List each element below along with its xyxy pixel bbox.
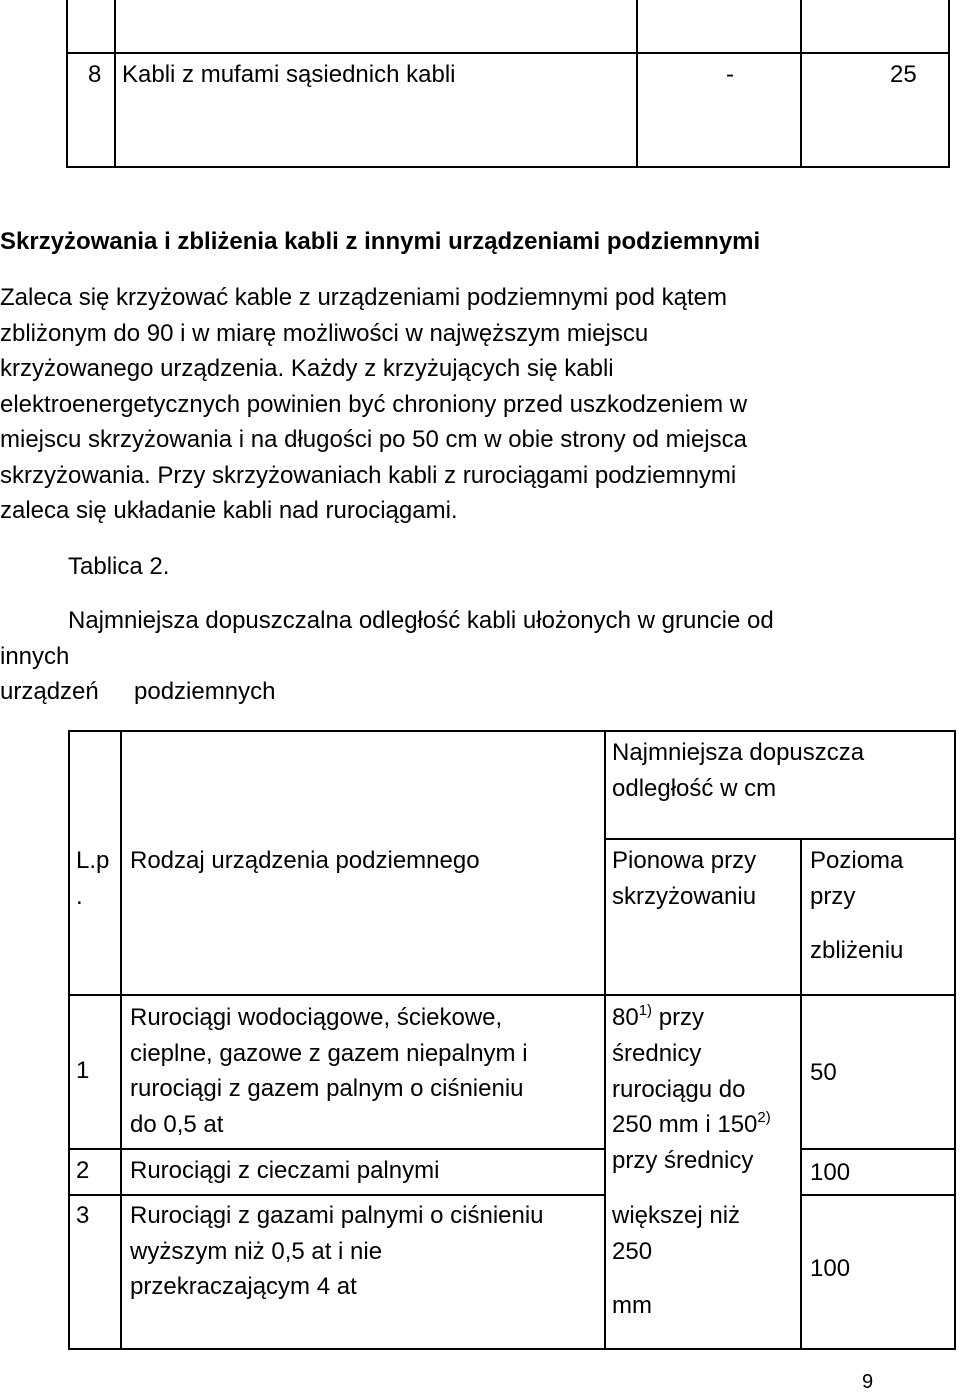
vertical-note-line1: 80$^{1)}$ przy [612, 1002, 705, 1031]
row-lp: 2 [76, 1157, 90, 1184]
table-border [954, 730, 956, 1350]
column-header-horizontal: Pozioma przy [810, 847, 904, 910]
column-header-type: Rodzaj urządzenia podziemnego [130, 847, 480, 874]
table-caption-line2: innych [0, 643, 70, 670]
footnote-marker: 2) [757, 1109, 771, 1126]
row-type: Rurociągi z gazami palnymi o ciśnieniu wyższym niż 0,5 at i nie przekraczającym 4 at [130, 1202, 544, 1300]
table-border [120, 730, 122, 1350]
table-border [68, 1194, 606, 1196]
table-border [66, 166, 950, 168]
table-border [636, 0, 638, 168]
row-lp: 3 [76, 1202, 90, 1229]
table-border [68, 1348, 956, 1350]
vertical-note-line4: przy średnicy [612, 1147, 754, 1174]
table-label: Tablica 2. [68, 553, 170, 580]
column-header-horizontal-b: zbliżeniu [810, 937, 904, 964]
table-border [604, 838, 956, 840]
vertical-note-line6: mm [612, 1292, 652, 1319]
vertical-note-line5: większej niż 250 [612, 1202, 741, 1265]
row-type: Rurociągi wodociągowe, ściekowe, cieplne, gazowe z gazem niepalnym i rurociągi z gazem palnym o ciśnieniu do 0,5 at [130, 1004, 528, 1138]
section-heading: Skrzyżowania i zbliżenia kabli z innymi urządzeniami podziemnymi [0, 228, 761, 255]
table-border [800, 1194, 956, 1196]
row-horizontal: 100 [810, 1159, 851, 1186]
row-horizontal: 50 [810, 1059, 837, 1086]
table-border [604, 730, 606, 1350]
vertical-note-line2: średnicy rurociągu do [612, 1040, 746, 1103]
section-paragraph: Zaleca się krzyżować kable z urządzeniami podziemnymi pod kątem zbliżonym do 90 i w miarę możliwości w najwęższym miejscu krzyżowanego urządzenia. Każdy z krzyżujących się kabli elektroenergetycznych powinien być chroniony przed uszkodzeniem w miejscu skrzyżowania i na długości po 50 cm w obie strony od miejsca skrzyżowania. Przy skrzyżowaniach kabli z rurociągami podziemnymi zaleca się układanie kabli nad rurociągami. [0, 284, 748, 524]
table-border [800, 838, 802, 1350]
table-border [66, 0, 68, 168]
table-caption-line3a: urządzeń [0, 678, 99, 705]
table-border [948, 0, 950, 168]
table-border [800, 0, 802, 168]
table-border [68, 1148, 606, 1150]
group-header: Najmniejsza dopuszcza odległość w cm [612, 739, 865, 802]
row-lp: 1 [76, 1057, 90, 1084]
column-header-vertical: Pionowa przy skrzyżowaniu [612, 847, 757, 910]
row-type: Rurociągi z cieczami palnymi [130, 1157, 440, 1184]
table-border [66, 52, 950, 54]
table-caption-line3b: podziemnych [134, 678, 276, 705]
table-border [114, 0, 116, 168]
page-number: 9 [862, 1371, 874, 1393]
row-number: 8 [88, 61, 102, 88]
table-border [68, 994, 956, 996]
table-border [68, 730, 956, 732]
row-horizontal: 100 [810, 1255, 851, 1282]
column-header-lp: L.p . [76, 847, 110, 910]
table-border [800, 1148, 956, 1150]
row-description: Kabli z mufami sąsiednich kabli [122, 61, 456, 88]
table-caption-line1: Najmniejsza dopuszczalna odległość kabli ułożonych w gruncie od [68, 607, 774, 634]
footnote-marker: 1) [638, 1002, 653, 1019]
row-value-dash: - [726, 61, 734, 88]
vertical-note-line3: 250 mm i 150$^{2)}$ [612, 1109, 771, 1138]
table-border [68, 730, 70, 1350]
row-value: 25 [890, 61, 917, 88]
